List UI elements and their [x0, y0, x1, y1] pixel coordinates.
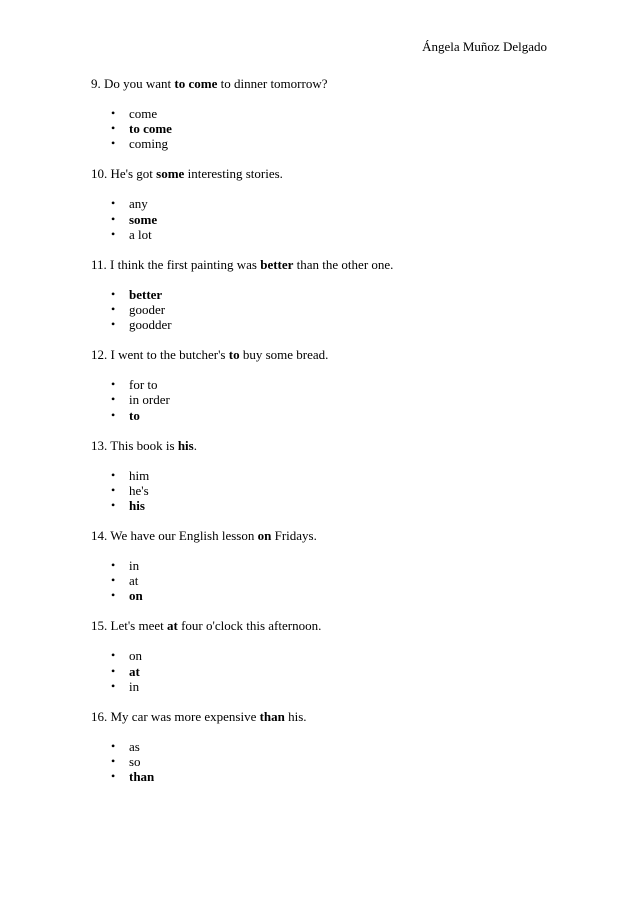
bullet-icon: • [111, 663, 116, 678]
options-list [91, 377, 551, 423]
option-label: come [129, 106, 158, 121]
bullet-icon: • [111, 648, 116, 663]
option-item [91, 573, 551, 588]
option-label: to come [129, 121, 172, 137]
bullet-icon: • [111, 301, 116, 316]
bullet-icon: • [111, 317, 116, 332]
option-item [91, 769, 551, 784]
bullet-icon: • [111, 286, 116, 301]
question-answer: his [177, 437, 194, 453]
option-item [91, 196, 551, 211]
question-text [91, 618, 551, 634]
option-label: coming [129, 136, 168, 152]
option-label: his [129, 497, 145, 513]
options-list [91, 558, 551, 604]
option-item [91, 392, 551, 407]
option-item [91, 483, 551, 498]
options-list [91, 648, 551, 694]
bullet-icon: • [111, 588, 116, 603]
option-item [91, 408, 551, 423]
options-list [91, 468, 551, 514]
option-item [91, 121, 551, 136]
question-answer: to [228, 347, 240, 363]
option-label: at [129, 573, 139, 589]
option-label: in order [129, 392, 170, 408]
option-label: for to [129, 377, 158, 393]
option-item [91, 317, 551, 332]
bullet-icon: • [111, 106, 116, 120]
question-block [91, 709, 551, 799]
question-block [91, 76, 551, 166]
question-list [91, 76, 551, 799]
bullet-icon: • [111, 136, 116, 151]
option-item [91, 648, 551, 663]
question-prefix: 11. I think the first painting was [91, 256, 261, 272]
page-header-author: Ángela Muñoz Delgado [422, 39, 547, 54]
bullet-icon: • [111, 573, 116, 588]
bullet-icon: • [111, 753, 116, 768]
option-label: as [129, 738, 140, 754]
options-list [91, 196, 551, 242]
question-suffix: his. [284, 708, 307, 724]
option-item [91, 664, 551, 679]
question-answer: some [156, 166, 185, 182]
question-prefix: 15. Let's meet [91, 618, 167, 634]
bullet-icon: • [111, 678, 116, 693]
option-label: than [129, 769, 155, 785]
option-item [91, 739, 551, 754]
option-label: so [129, 753, 141, 769]
question-block [91, 166, 551, 256]
option-label: him [129, 467, 150, 483]
question-text [91, 347, 551, 363]
option-label: goodder [129, 317, 172, 333]
option-item [91, 302, 551, 317]
bullet-icon: • [111, 482, 116, 497]
question-suffix: interesting stories. [184, 166, 283, 182]
option-item [91, 679, 551, 694]
option-label: any [129, 196, 148, 212]
question-prefix: 14. We have our English lesson [91, 527, 258, 543]
question-suffix: than the other one. [293, 256, 394, 272]
question-answer: at [167, 618, 178, 634]
bullet-icon: • [111, 211, 116, 226]
option-label: he's [129, 482, 149, 498]
question-text [91, 528, 551, 544]
question-text [91, 438, 551, 454]
option-label: gooder [129, 301, 166, 317]
option-item [91, 498, 551, 513]
bullet-icon: • [111, 467, 116, 482]
option-item [91, 754, 551, 769]
bullet-icon: • [111, 226, 116, 241]
question-prefix: 12. I went to the butcher's [91, 347, 229, 363]
options-list [91, 739, 551, 785]
question-block [91, 347, 551, 437]
question-suffix: . [193, 437, 197, 453]
question-suffix: to dinner tomorrow? [217, 76, 328, 91]
option-label: in [129, 557, 140, 573]
question-block [91, 257, 551, 347]
option-label: on [129, 648, 142, 664]
question-prefix: 13. This book is [91, 437, 178, 453]
options-list [91, 106, 551, 152]
bullet-icon: • [111, 121, 116, 136]
option-item [91, 287, 551, 302]
bullet-icon: • [111, 738, 116, 753]
option-item [91, 106, 551, 121]
question-suffix: buy some bread. [239, 347, 329, 363]
option-label: at [129, 663, 140, 679]
question-text [91, 257, 551, 273]
option-item [91, 377, 551, 392]
question-prefix: 10. He's got [91, 166, 157, 182]
option-item [91, 212, 551, 227]
option-label: some [129, 211, 158, 227]
option-item [91, 227, 551, 242]
option-label: to [129, 407, 140, 423]
bullet-icon: • [111, 377, 116, 392]
bullet-icon: • [111, 769, 116, 784]
question-text [91, 709, 551, 725]
option-item [91, 136, 551, 151]
option-item [91, 468, 551, 483]
options-list [91, 287, 551, 333]
question-answer: better [260, 256, 294, 272]
question-block [91, 438, 551, 528]
question-suffix: Fridays. [271, 527, 317, 543]
question-block [91, 528, 551, 618]
option-label: on [129, 588, 143, 604]
question-block [91, 618, 551, 708]
question-text [91, 166, 551, 182]
option-item [91, 588, 551, 603]
question-answer: on [257, 527, 272, 543]
bullet-icon: • [111, 497, 116, 512]
question-text [91, 76, 551, 92]
bullet-icon: • [111, 196, 116, 211]
option-label: a lot [129, 226, 152, 242]
question-prefix: 16. My car was more expensive [91, 708, 260, 724]
question-prefix: 9. Do you want [91, 76, 175, 91]
question-answer: to come [174, 76, 218, 91]
question-suffix: four o'clock this afternoon. [177, 618, 322, 634]
option-label: in [129, 678, 140, 694]
option-item [91, 558, 551, 573]
bullet-icon: • [111, 557, 116, 572]
question-answer: than [259, 708, 285, 724]
bullet-icon: • [111, 407, 116, 422]
bullet-icon: • [111, 392, 116, 407]
option-label: better [129, 286, 163, 302]
